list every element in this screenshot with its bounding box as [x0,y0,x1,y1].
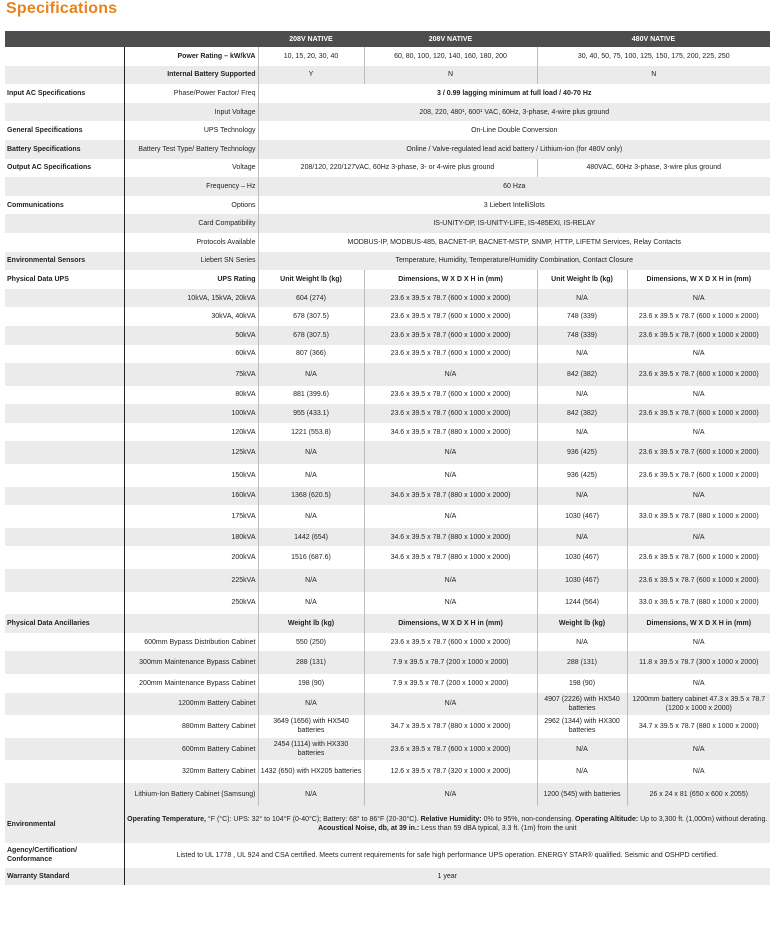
section-cell [5,592,124,615]
unit-weight-208-header: Unit Weight lb (kg) [258,270,364,289]
section-cell [5,738,124,761]
ups-row [5,307,770,326]
power-rating-208b: 60, 80, 100, 120, 140, 160, 180, 200 [364,47,537,66]
section-cell [5,528,124,547]
ups-dimensions-208: N/A [364,505,537,528]
ups-weight-480: 748 (339) [537,326,627,345]
ancillary-weight-208: N/A [258,783,364,806]
ups-rating: 10kVA, 15kVA, 20kVA [124,289,258,308]
section-input-ac: Input AC Specifications [5,84,124,103]
ups-rating: 75kVA [124,363,258,386]
ups-row [5,487,770,506]
ups-weight-208: 604 (274) [258,289,364,308]
ups-row [5,592,770,615]
noise-label: Acoustical Noise, db, at 39 in.: [318,825,420,833]
battery-test-value: Online / Valve-regulated lead acid battery / Lithium-ion (for 480V only) [258,140,770,159]
ups-rating: 160kVA [124,487,258,506]
power-rating-row [5,47,770,66]
ups-dimensions-208: 34.6 x 39.5 x 78.7 (880 x 1000 x 2000) [364,487,537,506]
input-voltage-value: 208, 220, 480¹, 600¹ VAC, 60Hz, 3-phase, 4-wire plus ground [258,103,770,122]
internal-battery-480: N [537,66,770,85]
internal-battery-208a: Y [258,66,364,85]
ups-rating: 250kVA [124,592,258,615]
ups-dimensions-480: N/A [627,528,770,547]
power-rating-label: Power Rating – kW/kVA [124,47,258,66]
ups-row [5,423,770,442]
ups-technology-value: On-Line Double Conversion [258,121,770,140]
ancillary-weight-480: 1200 (545) with batteries [537,783,627,806]
ancillary-weight-208: 1432 (650) with HX205 batteries [258,760,364,783]
page-title: Specifications [6,0,118,17]
ups-dimensions-208: N/A [364,592,537,615]
warranty-row [5,868,770,885]
ups-weight-480: 842 (382) [537,363,627,386]
ups-weight-208: 955 (433.1) [258,404,364,423]
ancillary-weight-208: N/A [258,693,364,716]
section-env-sensors: Environmental Sensors [5,252,124,271]
ups-dimensions-480: 23.6 x 39.5 x 78.7 (600 x 1000 x 2000) [627,363,770,386]
ups-weight-480: 936 (425) [537,464,627,487]
section-cell [5,326,124,345]
section-cell [5,546,124,569]
humidity-value: 0% to 95%, non-condensing. [481,816,574,824]
ups-dimensions-480: 23.6 x 39.5 x 78.7 (600 x 1000 x 2000) [627,546,770,569]
ancillary-dimensions-480: 26 x 24 x 81 (650 x 600 x 2055) [627,783,770,806]
ups-weight-208: N/A [258,464,364,487]
protocols-label: Protocols Available [124,233,258,252]
ups-dimensions-208: 23.6 x 39.5 x 78.7 (600 x 1000 x 2000) [364,307,537,326]
warranty-value: 1 year [124,868,770,885]
section-warranty: Warranty Standard [5,868,124,885]
section-cell [5,177,124,196]
ancillary-row [5,760,770,783]
ancillary-rating: Lithium-Ion Battery Cabinet (Samsung) [124,783,258,806]
section-cell [5,464,124,487]
dimensions-480-header: Dimensions, W X D X H in (mm) [627,270,770,289]
ups-dimensions-208: 34.6 x 39.5 x 78.7 (880 x 1000 x 2000) [364,546,537,569]
output-voltage-label: Voltage [124,159,258,178]
ups-row [5,464,770,487]
ancillary-dimensions-208: 23.6 x 39.5 x 78.7 (600 x 1000 x 2000) [364,633,537,652]
ups-row [5,569,770,592]
physical-ups-header-row [5,270,770,289]
ancillary-dimensions-480: 1200mm battery cabinet 47.3 x 39.5 x 78.7 (1200 x 1000 x 2000) [627,693,770,716]
ups-row [5,505,770,528]
ancillary-weight-208: 288 (131) [258,651,364,674]
battery-test-label: Battery Test Type/ Battery Technology [124,140,258,159]
section-cell [5,214,124,233]
section-cell [5,651,124,674]
ancillary-weight-208: 550 (250) [258,633,364,652]
ancillary-rating: 1200mm Battery Cabinet [124,693,258,716]
ancillary-dimensions-480: N/A [627,633,770,652]
ancillary-weight-208: 3649 (1656) with HX540 batteries [258,715,364,738]
section-cell [5,47,124,66]
ancillary-dimensions-480: 34.7 x 39.5 x 78.7 (880 x 1000 x 2000) [627,715,770,738]
ups-dimensions-208: 23.6 x 39.5 x 78.7 (600 x 1000 x 2000) [364,289,537,308]
op-temp-value: °F (°C): UPS: 32° to 104°F (0-40°C); Battery: 68° to 86°F (20-30°C). [205,816,419,824]
ups-row [5,326,770,345]
physical-anc-header-row [5,614,770,633]
ups-dimensions-480: 23.6 x 39.5 x 78.7 (600 x 1000 x 2000) [627,441,770,464]
anc-weight-480-header: Weight lb (kg) [537,614,627,633]
section-physical-ancillaries: Physical Data Ancillaries [5,614,124,633]
section-cell [5,307,124,326]
ups-weight-480: N/A [537,528,627,547]
ups-dimensions-208: 23.6 x 39.5 x 78.7 (600 x 1000 x 2000) [364,326,537,345]
input-ac-pf-row [5,84,770,103]
ups-dimensions-208: 34.6 x 39.5 x 78.7 (880 x 1000 x 2000) [364,423,537,442]
ups-row [5,528,770,547]
ups-row [5,345,770,364]
ups-weight-480: N/A [537,423,627,442]
input-voltage-label: Input Voltage [124,103,258,122]
ups-dimensions-480: 33.0 x 39.5 x 78.7 (880 x 1000 x 2000) [627,592,770,615]
agency-row [5,843,770,868]
ancillary-rating: 600mm Battery Cabinet [124,738,258,761]
ancillary-dimensions-480: N/A [627,760,770,783]
section-cell [5,345,124,364]
ups-dimensions-208: N/A [364,441,537,464]
ups-weight-208: N/A [258,592,364,615]
section-environmental: Environmental [5,806,124,843]
ups-dimensions-480: 23.6 x 39.5 x 78.7 (600 x 1000 x 2000) [627,464,770,487]
environmental-value [124,806,770,843]
ups-weight-208: 807 (366) [258,345,364,364]
ups-weight-480: N/A [537,345,627,364]
section-cell [5,103,124,122]
ancillary-row [5,674,770,693]
output-voltage-row [5,159,770,178]
ups-rating: 150kVA [124,464,258,487]
ups-dimensions-480: 23.6 x 39.5 x 78.7 (600 x 1000 x 2000) [627,326,770,345]
section-physical-ups: Physical Data UPS [5,270,124,289]
section-cell [5,423,124,442]
ancillary-row [5,783,770,806]
ups-weight-208: 678 (307.5) [258,326,364,345]
internal-battery-208b: N [364,66,537,85]
ups-row [5,386,770,405]
ups-weight-480: 1030 (467) [537,569,627,592]
ancillary-name-header [124,614,258,633]
ups-dimensions-480: N/A [627,487,770,506]
ancillary-weight-480: N/A [537,760,627,783]
ups-weight-480: 1244 (564) [537,592,627,615]
ups-weight-208: 1221 (553.8) [258,423,364,442]
ups-dimensions-208: 34.6 x 39.5 x 78.7 (880 x 1000 x 2000) [364,528,537,547]
phase-power-factor-value: 3 / 0.99 lagging minimum at full load / 40-70 Hz [258,84,770,103]
ups-dimensions-480: N/A [627,423,770,442]
ups-dimensions-480: N/A [627,289,770,308]
comm-options-row [5,196,770,215]
physical-anc-rows [5,633,770,806]
ups-row [5,289,770,308]
frequency-label: Frequency – Hz [124,177,258,196]
ancillary-dimensions-208: 34.7 x 39.5 x 78.7 (880 x 1000 x 2000) [364,715,537,738]
ups-weight-480: N/A [537,289,627,308]
ups-rating: 225kVA [124,569,258,592]
header-blank [5,31,124,47]
section-cell [5,633,124,652]
ancillary-rating: 600mm Bypass Distribution Cabinet [124,633,258,652]
ups-dimensions-480: 23.6 x 39.5 x 78.7 (600 x 1000 x 2000) [627,307,770,326]
ups-weight-208: 1368 (620.5) [258,487,364,506]
ups-dimensions-480: 33.0 x 39.5 x 78.7 (880 x 1000 x 2000) [627,505,770,528]
ups-dimensions-480: N/A [627,386,770,405]
ancillary-weight-480: 288 (131) [537,651,627,674]
section-cell [5,233,124,252]
section-cell [5,289,124,308]
ancillary-dimensions-208: 23.6 x 39.5 x 78.7 (600 x 1000 x 2000) [364,738,537,761]
ancillary-weight-480: 4907 (2226) with HX540 batteries [537,693,627,716]
section-cell [5,363,124,386]
section-cell [5,404,124,423]
anc-weight-208-header: Weight lb (kg) [258,614,364,633]
output-voltage-480: 480VAC, 60Hz 3-phase, 3-wire plus ground [537,159,770,178]
power-rating-480: 30, 40, 50, 75, 100, 125, 150, 175, 200, 225, 250 [537,47,770,66]
specifications-table [5,31,770,885]
ancillary-row [5,738,770,761]
physical-ups-rows [5,289,770,615]
ups-weight-208: 1442 (654) [258,528,364,547]
ancillary-dimensions-208: 7.9 x 39.5 x 78.7 (200 x 1000 x 2000) [364,651,537,674]
ups-weight-208: 1516 (687.6) [258,546,364,569]
phase-power-factor-label: Phase/Power Factor/ Freq [124,84,258,103]
ups-rating: 180kVA [124,528,258,547]
ups-technology-label: UPS Technology [124,121,258,140]
agency-value: Listed to UL 1778 , UL 924 and CSA certified. Meets current requirements for safe high performance UPS operation. ENERGY STAR® qualified. Seismic and OSHPD certified. [124,843,770,868]
ups-weight-208: N/A [258,441,364,464]
ancillary-row [5,715,770,738]
altitude-value: Up to 3,300 ft. (1,000m) without derating. [638,816,768,824]
ups-rating: 80kVA [124,386,258,405]
ups-weight-480: 1030 (467) [537,505,627,528]
section-cell [5,760,124,783]
header-row [5,31,770,47]
ups-row [5,441,770,464]
ancillary-dimensions-480: N/A [627,674,770,693]
ups-dimensions-208: 23.6 x 39.5 x 78.7 (600 x 1000 x 2000) [364,404,537,423]
ancillary-rating: 320mm Battery Cabinet [124,760,258,783]
header-208v-native-1: 208V NATIVE [258,31,364,47]
ancillary-weight-480: N/A [537,738,627,761]
internal-battery-label: Internal Battery Supported [124,66,258,85]
protocols-row [5,233,770,252]
section-cell [5,783,124,806]
ups-weight-480: 748 (339) [537,307,627,326]
header-208v-native-2: 208V NATIVE [364,31,537,47]
ancillary-rating: 200mm Maintenance Bypass Cabinet [124,674,258,693]
ancillary-row [5,693,770,716]
ups-rating: 60kVA [124,345,258,364]
section-output-ac: Output AC Specifications [5,159,124,178]
section-cell [5,693,124,716]
ancillary-row [5,633,770,652]
internal-battery-row [5,66,770,85]
protocols-value: MODBUS-IP, MODBUS-485, BACNET-IP, BACNET-MSTP, SNMP, HTTP, LIFETM Services, Relay Contacts [258,233,770,252]
ups-rating-header: UPS Rating [124,270,258,289]
input-voltage-row [5,103,770,122]
section-cell [5,674,124,693]
ancillary-dimensions-208: 12.6 x 39.5 x 78.7 (320 x 1000 x 2000) [364,760,537,783]
ups-dimensions-208: N/A [364,569,537,592]
frequency-row [5,177,770,196]
env-sensors-value: Temperature, Humidity, Temperature/Humidity Combination, Contact Closure [258,252,770,271]
section-cell [5,386,124,405]
section-communications: Communications [5,196,124,215]
ancillary-weight-480: 2962 (1344) with HX300 batteries [537,715,627,738]
ups-dimensions-208: 23.6 x 39.5 x 78.7 (600 x 1000 x 2000) [364,386,537,405]
ups-rating: 120kVA [124,423,258,442]
general-row [5,121,770,140]
section-battery: Battery Specifications [5,140,124,159]
ups-weight-208: 881 (399.6) [258,386,364,405]
ups-rating: 30kVA, 40kVA [124,307,258,326]
ups-dimensions-208: N/A [364,363,537,386]
ancillary-weight-208: 198 (90) [258,674,364,693]
environmental-row [5,806,770,843]
ups-rating: 175kVA [124,505,258,528]
altitude-label: Operating Altitude: [573,816,639,824]
ups-rating: 50kVA [124,326,258,345]
ancillary-row [5,651,770,674]
frequency-value: 60 Hza [258,177,770,196]
ancillary-rating: 880mm Battery Cabinet [124,715,258,738]
options-label: Options [124,196,258,215]
ups-weight-208: 678 (307.5) [258,307,364,326]
card-compat-row [5,214,770,233]
env-sensors-row [5,252,770,271]
ups-dimensions-480: 23.6 x 39.5 x 78.7 (600 x 1000 x 2000) [627,569,770,592]
ups-rating: 125kVA [124,441,258,464]
env-sensors-label: Liebert SN Series [124,252,258,271]
ups-dimensions-480: N/A [627,345,770,364]
ups-row [5,546,770,569]
ancillary-weight-480: 198 (90) [537,674,627,693]
ancillary-dimensions-208: N/A [364,783,537,806]
humidity-label: Relative Humidity: [418,816,482,824]
section-cell [5,66,124,85]
ancillary-dimensions-480: 11.8 x 39.5 x 78.7 (300 x 1000 x 2000) [627,651,770,674]
ups-weight-208: N/A [258,505,364,528]
noise-value: Less than 59 dBA typical, 3.3 ft. (1m) from the unit [419,825,577,833]
ups-weight-208: N/A [258,363,364,386]
header-480v-native: 480V NATIVE [537,31,770,47]
ups-weight-480: 1030 (467) [537,546,627,569]
ancillary-dimensions-480: N/A [627,738,770,761]
ancillary-dimensions-208: N/A [364,693,537,716]
anc-dimensions-480-header: Dimensions, W X D X H in (mm) [627,614,770,633]
card-compat-value: IS-UNITY-DP, IS-UNITY-LIFE, IS-485EXI, IS-RELAY [258,214,770,233]
header-blank [124,31,258,47]
ups-row [5,363,770,386]
section-cell [5,487,124,506]
section-agency: Agency/Certification/ Conformance [5,843,124,868]
ups-weight-480: N/A [537,487,627,506]
section-cell [5,441,124,464]
ancillary-dimensions-208: 7.9 x 39.5 x 78.7 (200 x 1000 x 2000) [364,674,537,693]
section-general: General Specifications [5,121,124,140]
ups-weight-480: 936 (425) [537,441,627,464]
ups-dimensions-208: 23.6 x 39.5 x 78.7 (600 x 1000 x 2000) [364,345,537,364]
ups-rating: 100kVA [124,404,258,423]
dimensions-208-header: Dimensions, W X D X H in (mm) [364,270,537,289]
ups-weight-480: N/A [537,386,627,405]
ancillary-weight-480: N/A [537,633,627,652]
op-temp-label: Operating Temperature, [127,816,206,824]
ups-dimensions-480: 23.6 x 39.5 x 78.7 (600 x 1000 x 2000) [627,404,770,423]
ups-weight-480: 842 (382) [537,404,627,423]
ancillary-weight-208: 2454 (1114) with HX330 batteries [258,738,364,761]
ups-rating: 200kVA [124,546,258,569]
output-voltage-208: 208/120, 220/127VAC, 60Hz 3-phase, 3- or 4-wire plus ground [258,159,537,178]
power-rating-208a: 10, 15, 20, 30, 40 [258,47,364,66]
ups-dimensions-208: N/A [364,464,537,487]
anc-dimensions-208-header: Dimensions, W X D X H in (mm) [364,614,537,633]
section-cell [5,715,124,738]
card-compat-label: Card Compatibility [124,214,258,233]
section-cell [5,505,124,528]
ancillary-rating: 300mm Maintenance Bypass Cabinet [124,651,258,674]
ups-weight-208: N/A [258,569,364,592]
unit-weight-480-header: Unit Weight lb (kg) [537,270,627,289]
section-cell [5,569,124,592]
ups-row [5,404,770,423]
battery-row [5,140,770,159]
options-value: 3 Liebert IntelliSlots [258,196,770,215]
